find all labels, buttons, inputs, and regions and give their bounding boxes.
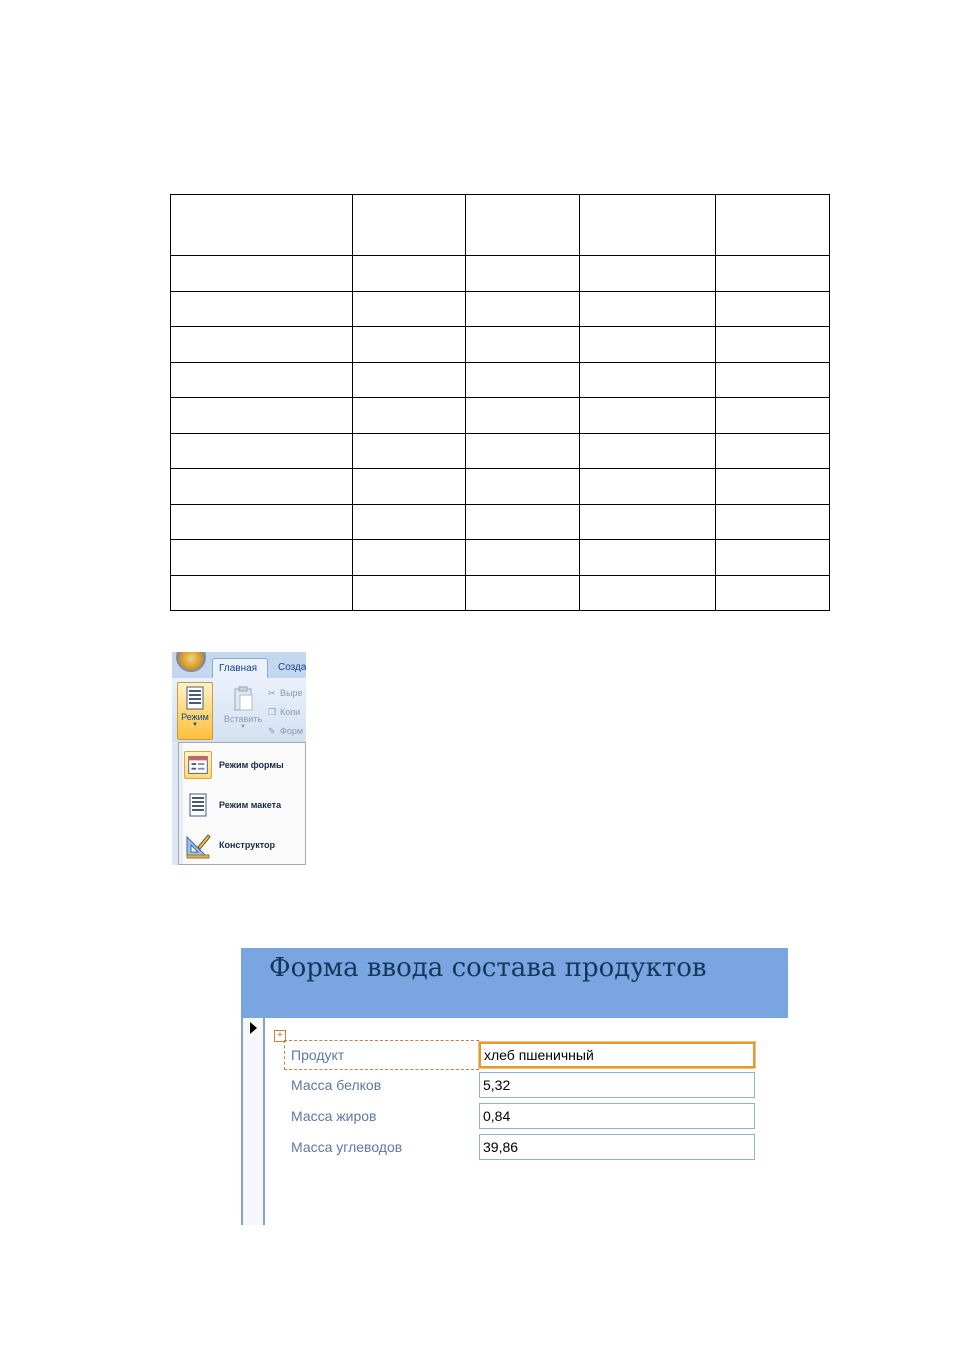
menu-item-layout-view[interactable] [181, 787, 303, 823]
empty-table [170, 194, 830, 611]
chevron-down-icon: ▼ [240, 724, 246, 730]
access-form [241, 948, 788, 1225]
table-row [171, 504, 830, 540]
chevron-down-icon: ▼ [192, 722, 198, 728]
format-painter-icon: ✎ [268, 726, 276, 736]
table-row [171, 327, 830, 363]
paste-button[interactable] [220, 682, 266, 740]
paste-label: Вставить [223, 714, 263, 724]
format-painter-button[interactable] [268, 722, 306, 740]
layout-view-icon [184, 791, 212, 819]
current-record-arrow-icon [250, 1022, 257, 1034]
copy-icon: ❐ [268, 707, 277, 717]
table-row [171, 433, 830, 469]
table-row [171, 256, 830, 292]
record-selector[interactable] [241, 1018, 265, 1225]
menu-item-form-view[interactable] [181, 747, 303, 783]
clipboard-icon [232, 686, 254, 712]
menu-item-design-view[interactable] [181, 827, 303, 863]
product-input[interactable]: хлеб пшеничный [479, 1042, 755, 1068]
move-handle-icon[interactable]: + [274, 1030, 286, 1042]
field-label-carbs: Масса углеводов [291, 1139, 403, 1155]
scissors-icon: ✂ [268, 688, 276, 698]
view-mode-button[interactable] [177, 682, 213, 740]
field-label-product: Продукт [291, 1047, 345, 1063]
format-painter-label: Форм [280, 726, 304, 736]
table-row [171, 469, 830, 505]
tab-home[interactable]: Главная [212, 658, 268, 678]
field-label-fat: Масса жиров [291, 1108, 377, 1124]
table-row [171, 398, 830, 434]
design-view-icon [184, 831, 212, 859]
field-label-protein: Масса белков [291, 1077, 382, 1093]
view-mode-menu [178, 742, 306, 865]
copy-button[interactable] [268, 703, 306, 721]
layout-view-icon [184, 686, 206, 710]
form-title: Форма ввода состава продуктов [269, 953, 707, 983]
table-row [171, 540, 830, 576]
carbs-input[interactable]: 39,86 [479, 1134, 755, 1160]
cut-label: Выре [280, 688, 303, 698]
tab-create[interactable]: Созда [278, 662, 306, 673]
form-view-icon [184, 751, 212, 779]
fat-input[interactable]: 0,84 [479, 1103, 755, 1129]
table-row [171, 362, 830, 398]
table-row [171, 575, 830, 611]
menu-item-label: Конструктор [219, 840, 276, 850]
menu-item-label: Режим макета [219, 800, 282, 810]
cut-button[interactable] [268, 684, 306, 702]
ribbon-fragment [172, 652, 306, 865]
protein-input[interactable]: 5,32 [479, 1072, 755, 1098]
form-header [241, 948, 788, 1018]
copy-label: Копи [280, 707, 301, 717]
table-row [171, 291, 830, 327]
view-mode-label: Режим [181, 712, 209, 722]
menu-item-label: Режим формы [219, 760, 284, 770]
table-header-row [171, 195, 830, 256]
